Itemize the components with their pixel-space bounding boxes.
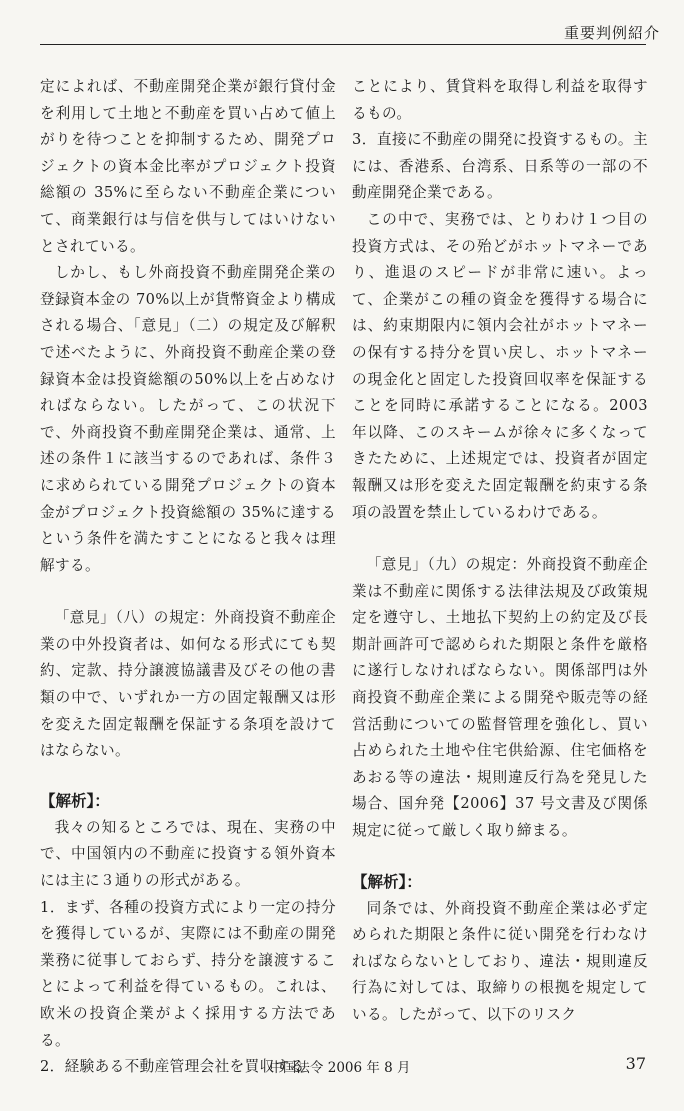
header-rule <box>40 44 646 45</box>
left-paragraph-1: 定によれば、不動産開発企業が銀行貸付金を利用して土地と不動産を買い占めて値上がりを待つことを抑制するため、開発プロジェクトの資本金比率がプロジェクト投資総額の 35%に至らない不動産企業について、商業銀行は与信を供与してはいけないとされている。 <box>40 78 336 255</box>
footer-publication: 中国法令 2006 年 8 月 <box>269 1060 411 1076</box>
left-paragraph-5: 1．まず、各種の投資方式により一定の持分を獲得しているが、実際には不動産の開発業務に従事しておらず、持分を譲渡することによって利益を得ているもの。これは、欧米の投資企業がよく採用する方法である。 <box>40 898 336 1049</box>
running-header-title: 重要判例紹介 <box>563 24 660 42</box>
left-paragraph-2: しかし、もし外商投資不動産開発企業の登録資本金の 70%以上が貨幣資金より構成される場合、「意見」（二）の規定及び解釈で述べたように、外商投資不動産企業の登録資本金は投資総額の50%以上を占めなければならない。したがって、この状況下で、外商投資不動産開発企業は、通常、上述の条件１に該当するのであれば、条件３に求められている開発プロジェクトの資本金がプロジェクト投資総額の 35%に達するという条件を満たすことになると我々は理解する。 <box>40 264 336 574</box>
left-analysis-heading: 【解析】： <box>40 791 110 810</box>
right-paragraph-1: ことにより、賃貸料を取得し利益を取得するもの。 <box>352 78 648 122</box>
left-paragraph-3: 「意見」（八）の規定：外商投資不動産企業の中外投資者は、如何なる形式にても契約、定款、持分譲渡協議書及びその他の書類の中で、いずれか一方の固定報酬又は形を変えた固定報酬を保証する条項を設けてはならない。 <box>40 609 336 760</box>
left-paragraph-4: 我々の知るところでは、現在、実務の中で、中国領内の不動産に投資する領外資本には主に３通りの形式がある。 <box>40 818 336 890</box>
right-paragraph-5: 同条では、外商投資不動産企業は必ず定められた期限と条件に従い開発を行わなければならないとしており、違法・規則違反行為に対しては、取締りの根拠を規定している。したがって、以下のリスク <box>352 899 648 1023</box>
page-number: 37 <box>625 1054 646 1073</box>
right-column <box>352 74 648 1029</box>
right-paragraph-3: この中で、実務では、とりわけ１つ目の投資方式は、その殆どがホットマネーであり、進退のスピードが非常に速い。よって、企業がこの種の資金を獲得する場合には、約束期限内に領内会社がホットマネーの保有する持分を買い戻し、ホットマネーの現金化と固定した投資回収率を保証することを同時に承諾することになる。2003 年以降、このスキームが徐々に多くなってきたために、上述規定では、投資者が固定報酬又は形を変えた固定報酬を約束する条項の設置を禁止しているわけである。 <box>352 210 648 521</box>
right-paragraph-4: 「意見」（九）の規定：外商投資不動産企業は不動産に関係する法律法規及び政策規定を遵守し、土地払下契約上の約定及び長期計画許可で認められた期限と条件を厳格に遂行しなければならない。関係部門は外商投資不動産企業による開発や販売等の経営活動についての監督管理を強化し、買い占められた土地や住宅供給源、住宅価格をあおる等の違法・規則違反行為を発見した場合、国弁発【2006】37 号文書及び関係規定に従って厳しく取り締まる。 <box>352 556 648 840</box>
right-analysis-heading: 【解析】： <box>352 872 422 891</box>
left-column <box>40 74 336 1081</box>
left-paragraph-6: 2．経験ある不動産管理会社を買収する <box>40 1058 305 1076</box>
right-paragraph-2: 3．直接に不動産の開発に投資するもの。主には、香港系、台湾系、日系等の一部の不動産開発企業である。 <box>352 131 648 202</box>
